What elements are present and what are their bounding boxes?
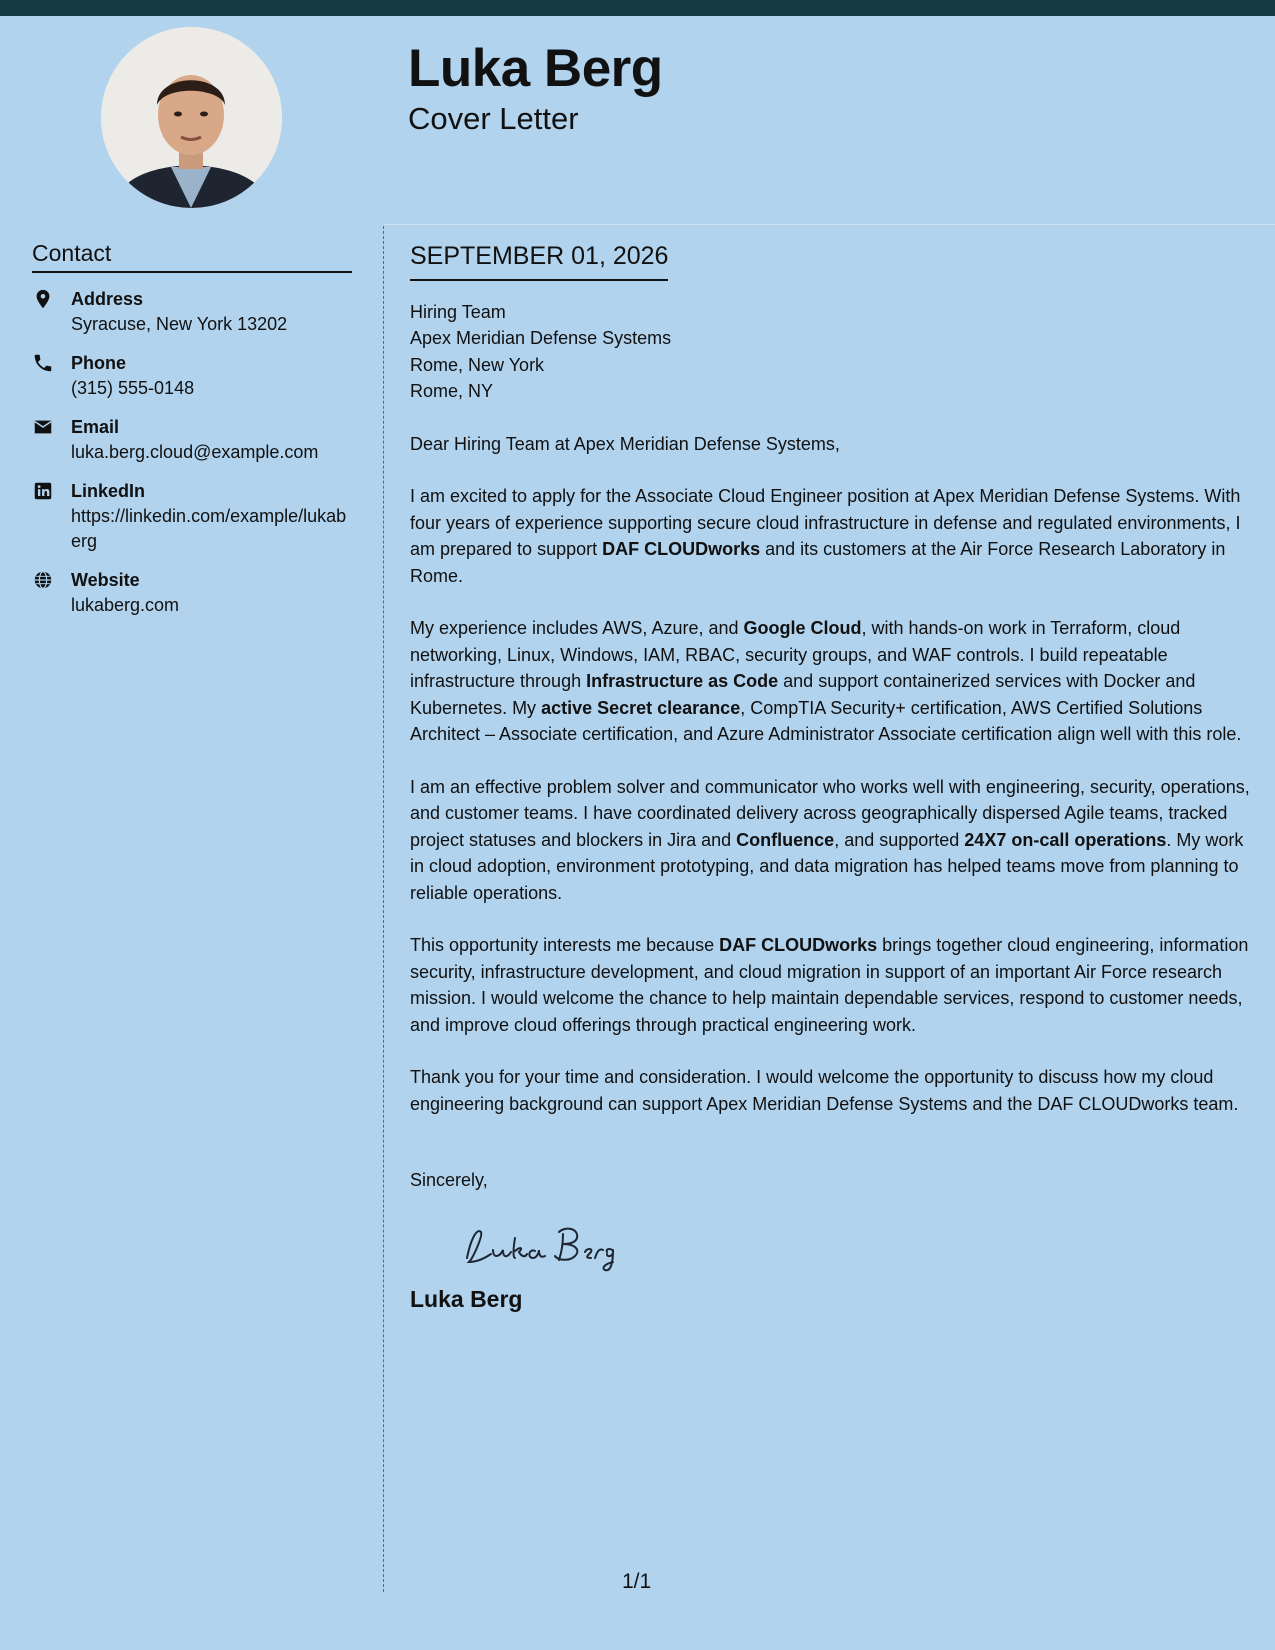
paragraph-1: I am excited to apply for the Associate Cloud Engineer position at Apex Meridian Defense Systems. With four years of experience supporting secure cloud infrastructure in defense and regulated environments, I am prepared to support DAF CLOUDworks and its customers at the Air Force Research Laboratory in Rome.	[410, 486, 1241, 586]
top-accent-bar	[0, 0, 1275, 16]
website-label: Website	[71, 569, 140, 590]
linkedin-value[interactable]: https://linkedin.com/example/lukaberg	[71, 505, 347, 551]
salutation: Dear Hiring Team at Apex Meridian Defense Systems,	[410, 433, 840, 454]
signed-name: Luka Berg	[410, 1285, 523, 1312]
letter-date: SEPTEMBER 01, 2026	[410, 240, 668, 281]
address-value: Syracuse, New York 13202	[71, 313, 288, 334]
letter-body	[410, 240, 1250, 1312]
contact-address	[32, 287, 352, 337]
email-label: Email	[71, 416, 120, 437]
paragraph-3: I am an effective problem solver and communicator who works well with engineering, security, operations, and customer teams. I have coordinated delivery across geographically dispersed Agile teams, tracked project statuses and blockers in Jira and Confluence, and supported 24X7 on-call operations. My work in cloud adoption, environment prototyping, and data migration has helped teams move from planning to reliable operations.	[410, 776, 1250, 903]
contact-linkedin	[32, 479, 352, 554]
paragraph-5: Thank you for your time and consideration. I would welcome the opportunity to discuss how my cloud engineering background can support Apex Meridian Defense Systems and the DAF CLOUDworks team.	[410, 1067, 1239, 1114]
paragraph-2: My experience includes AWS, Azure, and Google Cloud, with hands-on work in Terraform, cloud networking, Linux, Windows, IAM, RBAC, security groups, and WAF controls. I build repeatable infrastructure through Infrastructure as Code and support containerized services with Docker and Kubernetes. My active Secret clearance, CompTIA Security+ certification, AWS Certified Solutions Architect – Associate certification, and Azure Administrator Associate certification align well with this role.	[410, 618, 1242, 744]
map-pin-icon	[32, 288, 54, 310]
contact-website	[32, 568, 352, 618]
closing: Sincerely,	[410, 1170, 488, 1190]
paragraph-4: This opportunity interests me because DAF CLOUDworks brings together cloud engineering, information security, infrastructure development, and cloud migration in support of an important Air Force research mission. I would welcome the chance to help maintain dependable services, respond to customer needs, and improve cloud offerings through practical engineering work.	[410, 935, 1249, 1035]
recipient-line: Rome, New York	[410, 354, 545, 375]
linkedin-icon	[32, 480, 54, 502]
website-value[interactable]: lukaberg.com	[71, 594, 180, 615]
recipient-block	[410, 299, 1250, 405]
recipient-line: Apex Meridian Defense Systems	[410, 328, 672, 348]
linkedin-label: LinkedIn	[71, 480, 146, 501]
phone-value: (315) 555-0148	[71, 377, 195, 398]
recipient-line: Hiring Team	[410, 301, 506, 322]
recipient-line: Rome, NY	[410, 381, 494, 401]
column-divider	[383, 226, 384, 1592]
page-number: 1/1	[622, 1570, 652, 1593]
phone-icon	[32, 352, 54, 374]
applicant-name: Luka Berg	[408, 39, 663, 98]
envelope-icon	[32, 416, 54, 438]
globe-icon	[32, 569, 54, 591]
address-label: Address	[71, 288, 144, 309]
contact-phone	[32, 351, 352, 401]
contact-title: Contact	[32, 240, 352, 273]
email-value[interactable]: luka.berg.cloud@example.com	[71, 441, 319, 462]
document-type: Cover Letter	[408, 101, 579, 136]
contact-email	[32, 415, 352, 465]
handwritten-signature	[455, 1218, 1250, 1276]
profile-photo	[101, 27, 282, 208]
phone-label: Phone	[71, 352, 127, 373]
header-divider	[384, 224, 1275, 225]
contact-sidebar	[32, 240, 352, 632]
